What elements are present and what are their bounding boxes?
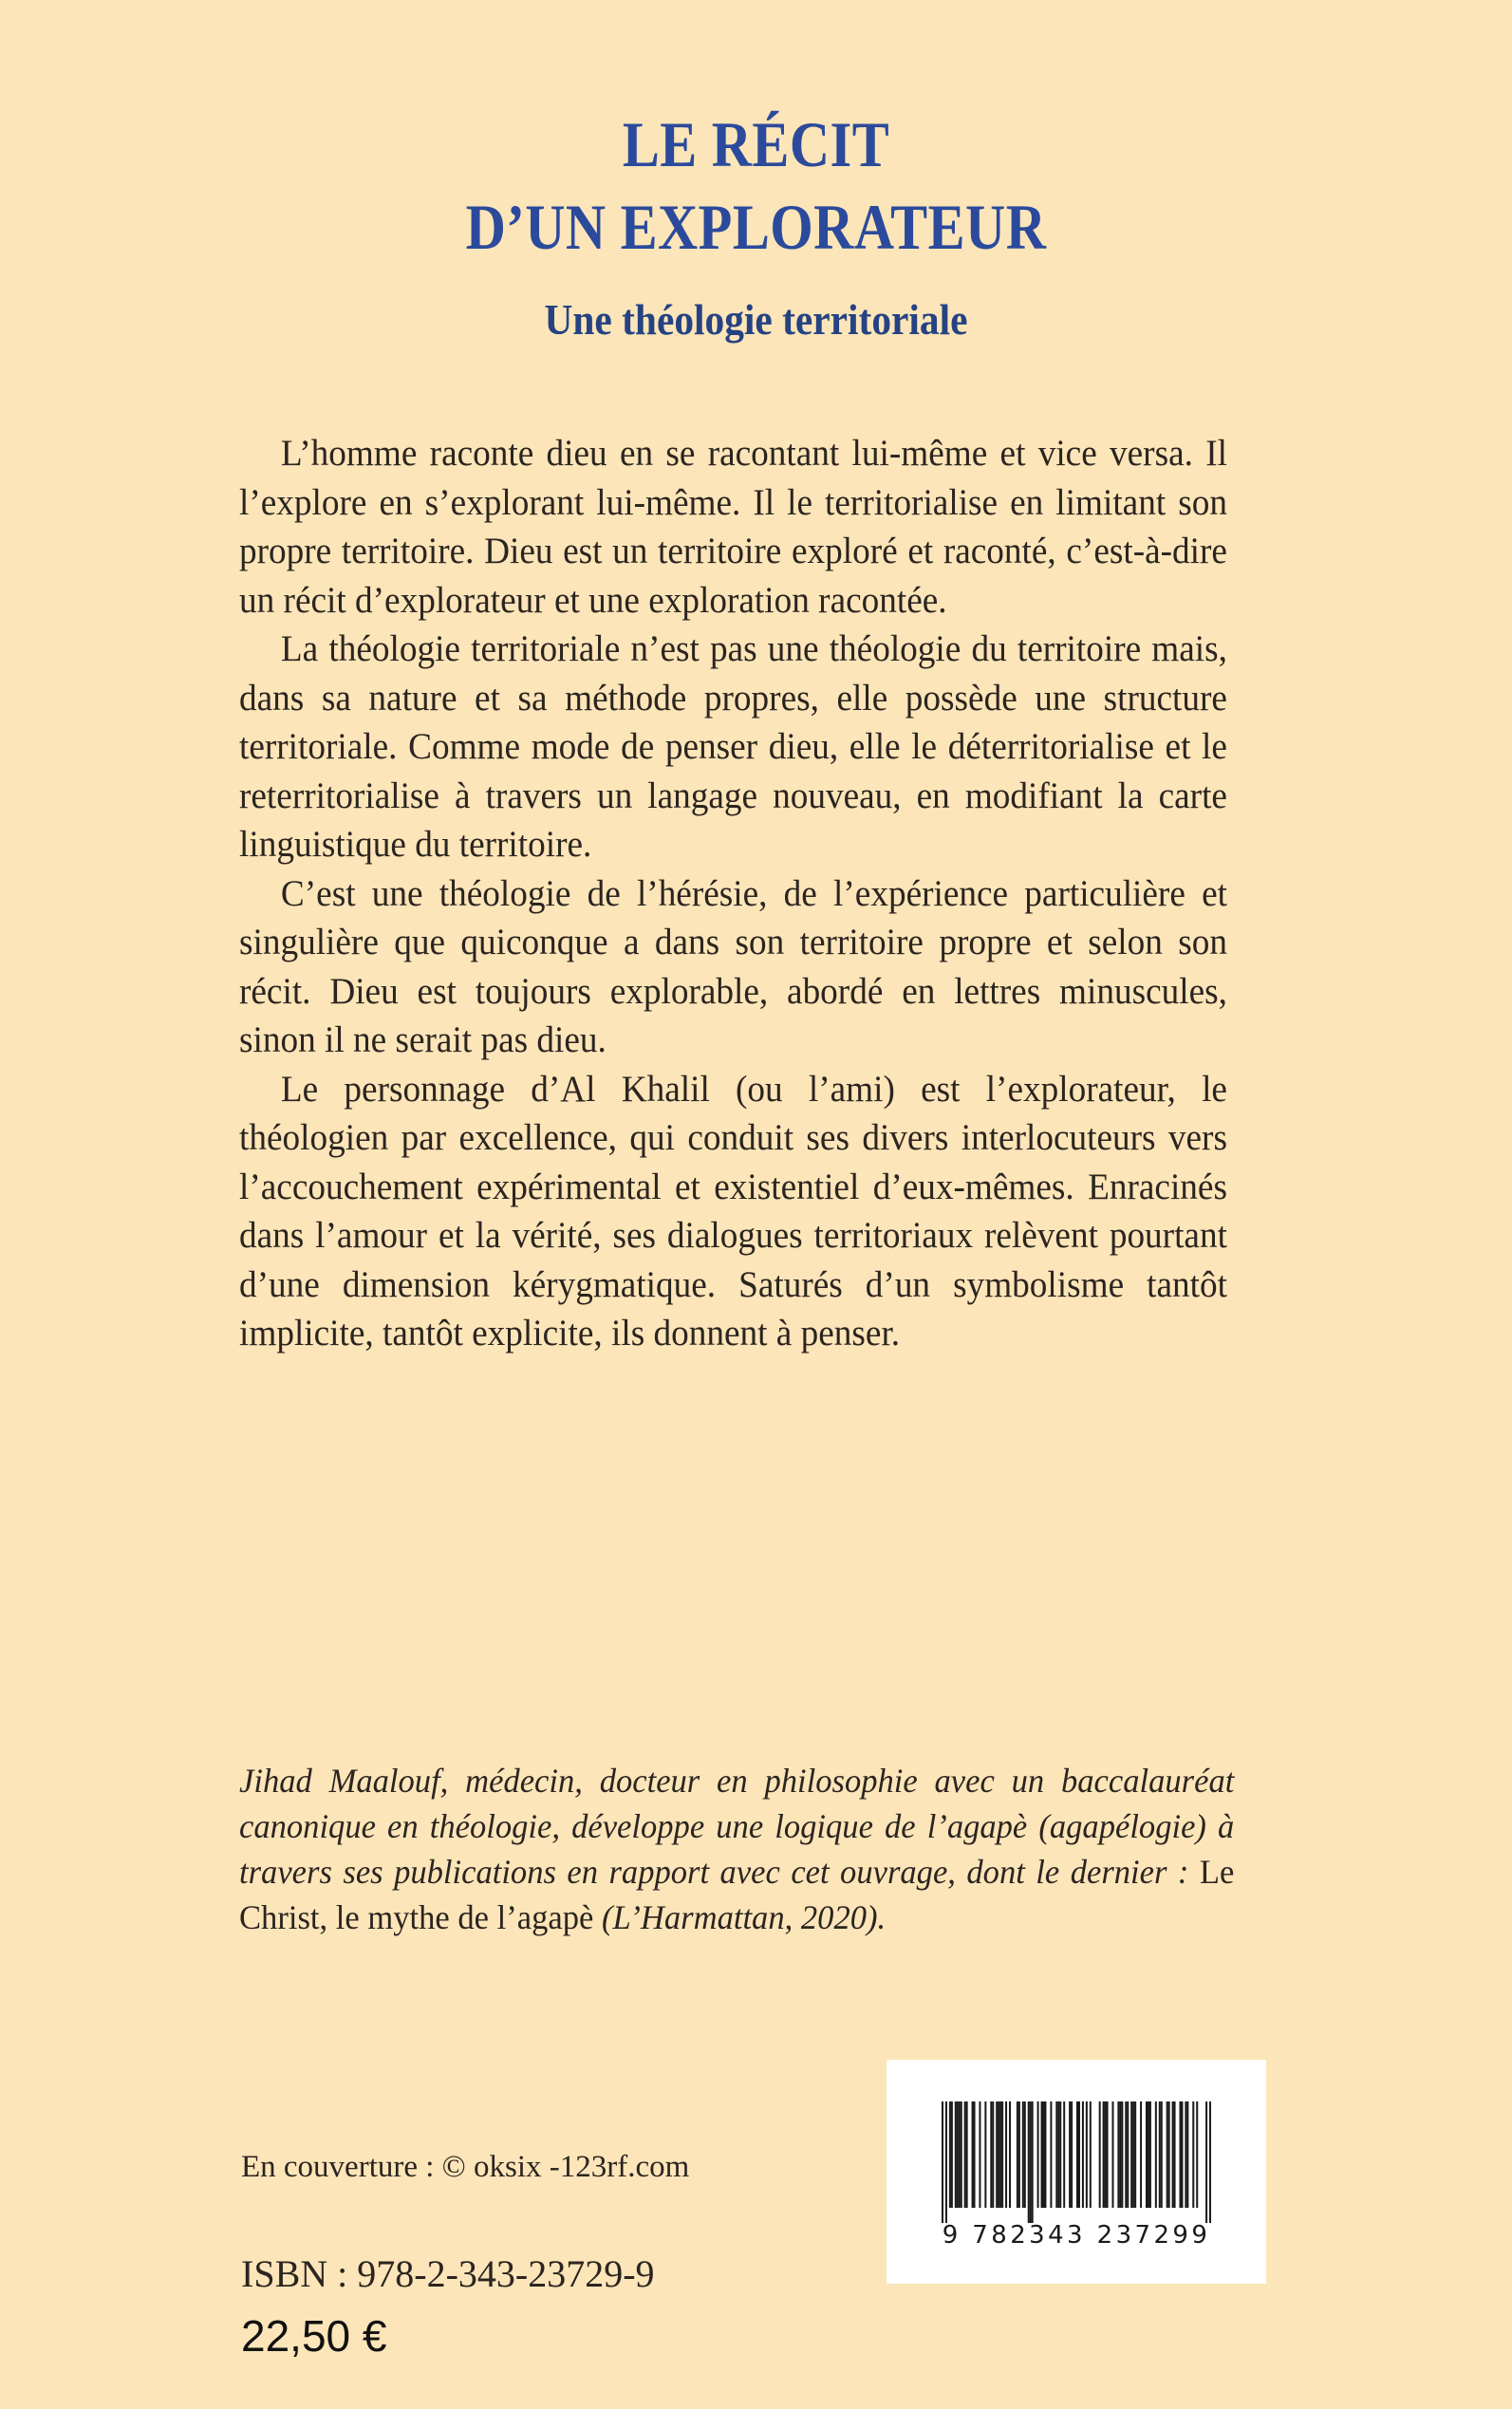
- blurb-text: [239, 429, 1227, 1358]
- barcode-bars: [942, 2101, 1211, 2223]
- barcode-box: [887, 2060, 1266, 2284]
- author-bio-publisher: (L’Harmattan, 2020).: [593, 1898, 887, 1936]
- barcode: [942, 2101, 1211, 2250]
- book-subtitle: Une théologie territoriale: [544, 294, 968, 344]
- blurb-paragraph: C’est une théologie de l’hérésie, de l’expérience particulière et singulière que quiconque a dans son territoire propre et selon son récit. Dieu est toujours explorable, abordé en lettres minuscules, sinon il ne serait pas dieu.: [239, 872, 1227, 1060]
- author-bio-text: Jihad Maalouf, médecin, docteur en philosophie avec un baccalauréat canonique en théologie, développe une logique de l’agapè (agapélogie) à travers ses publications en rapport avec cet ouvrage, dont le dernier :: [239, 1762, 1235, 1891]
- blurb-paragraph: La théologie territoriale n’est pas une théologie du territoire mais, dans sa nature et sa méthode propres, elle possède une structure territoriale. Comme mode de penser dieu, elle le déterritorialise et le reterritorialise à travers un langage nouveau, en modifiant la carte linguistique du territoire.: [239, 628, 1227, 865]
- cover-image-credit: En couverture : © oksix -123rf.com: [241, 2150, 690, 2184]
- blurb-paragraph: L’homme raconte dieu en se racontant lui-même et vice versa. Il l’explore en s’explorant lui-même. Il le territorialise en limitant son propre territoire. Dieu est un territoire exploré et raconté, c’est-à-dire un récit d’explorateur et une exploration racontée.: [239, 433, 1227, 621]
- author-biography: [239, 1758, 1234, 1940]
- referenced-work-title: Le Christ, le mythe de l’agapè: [239, 1853, 1235, 1936]
- barcode-digits: 9 782343 237299: [942, 2221, 1211, 2250]
- isbn-number: ISBN : 978-2-343-23729-9: [241, 2252, 655, 2295]
- blurb-paragraph: Le personnage d’Al Khalil (ou l’ami) est l’explorateur, le théologien par excellence, qui conduit ses divers interlocuteurs vers l’accouchement expérimental et existentiel d’eux-mêmes. Enracinés dans l’amour et la vérité, ses dialogues territoriaux relèvent pourtant d’une dimension kérygmatique. Saturés d’un symbolisme tantôt implicite, tantôt explicite, ils donnent à penser.: [239, 1068, 1227, 1354]
- title-block: [0, 108, 1512, 344]
- book-title-line-1: LE RÉCIT: [622, 108, 890, 180]
- price-label: 22,50 €: [241, 2311, 387, 2361]
- book-title-line-2: D’UN EXPLORATEUR: [465, 191, 1047, 264]
